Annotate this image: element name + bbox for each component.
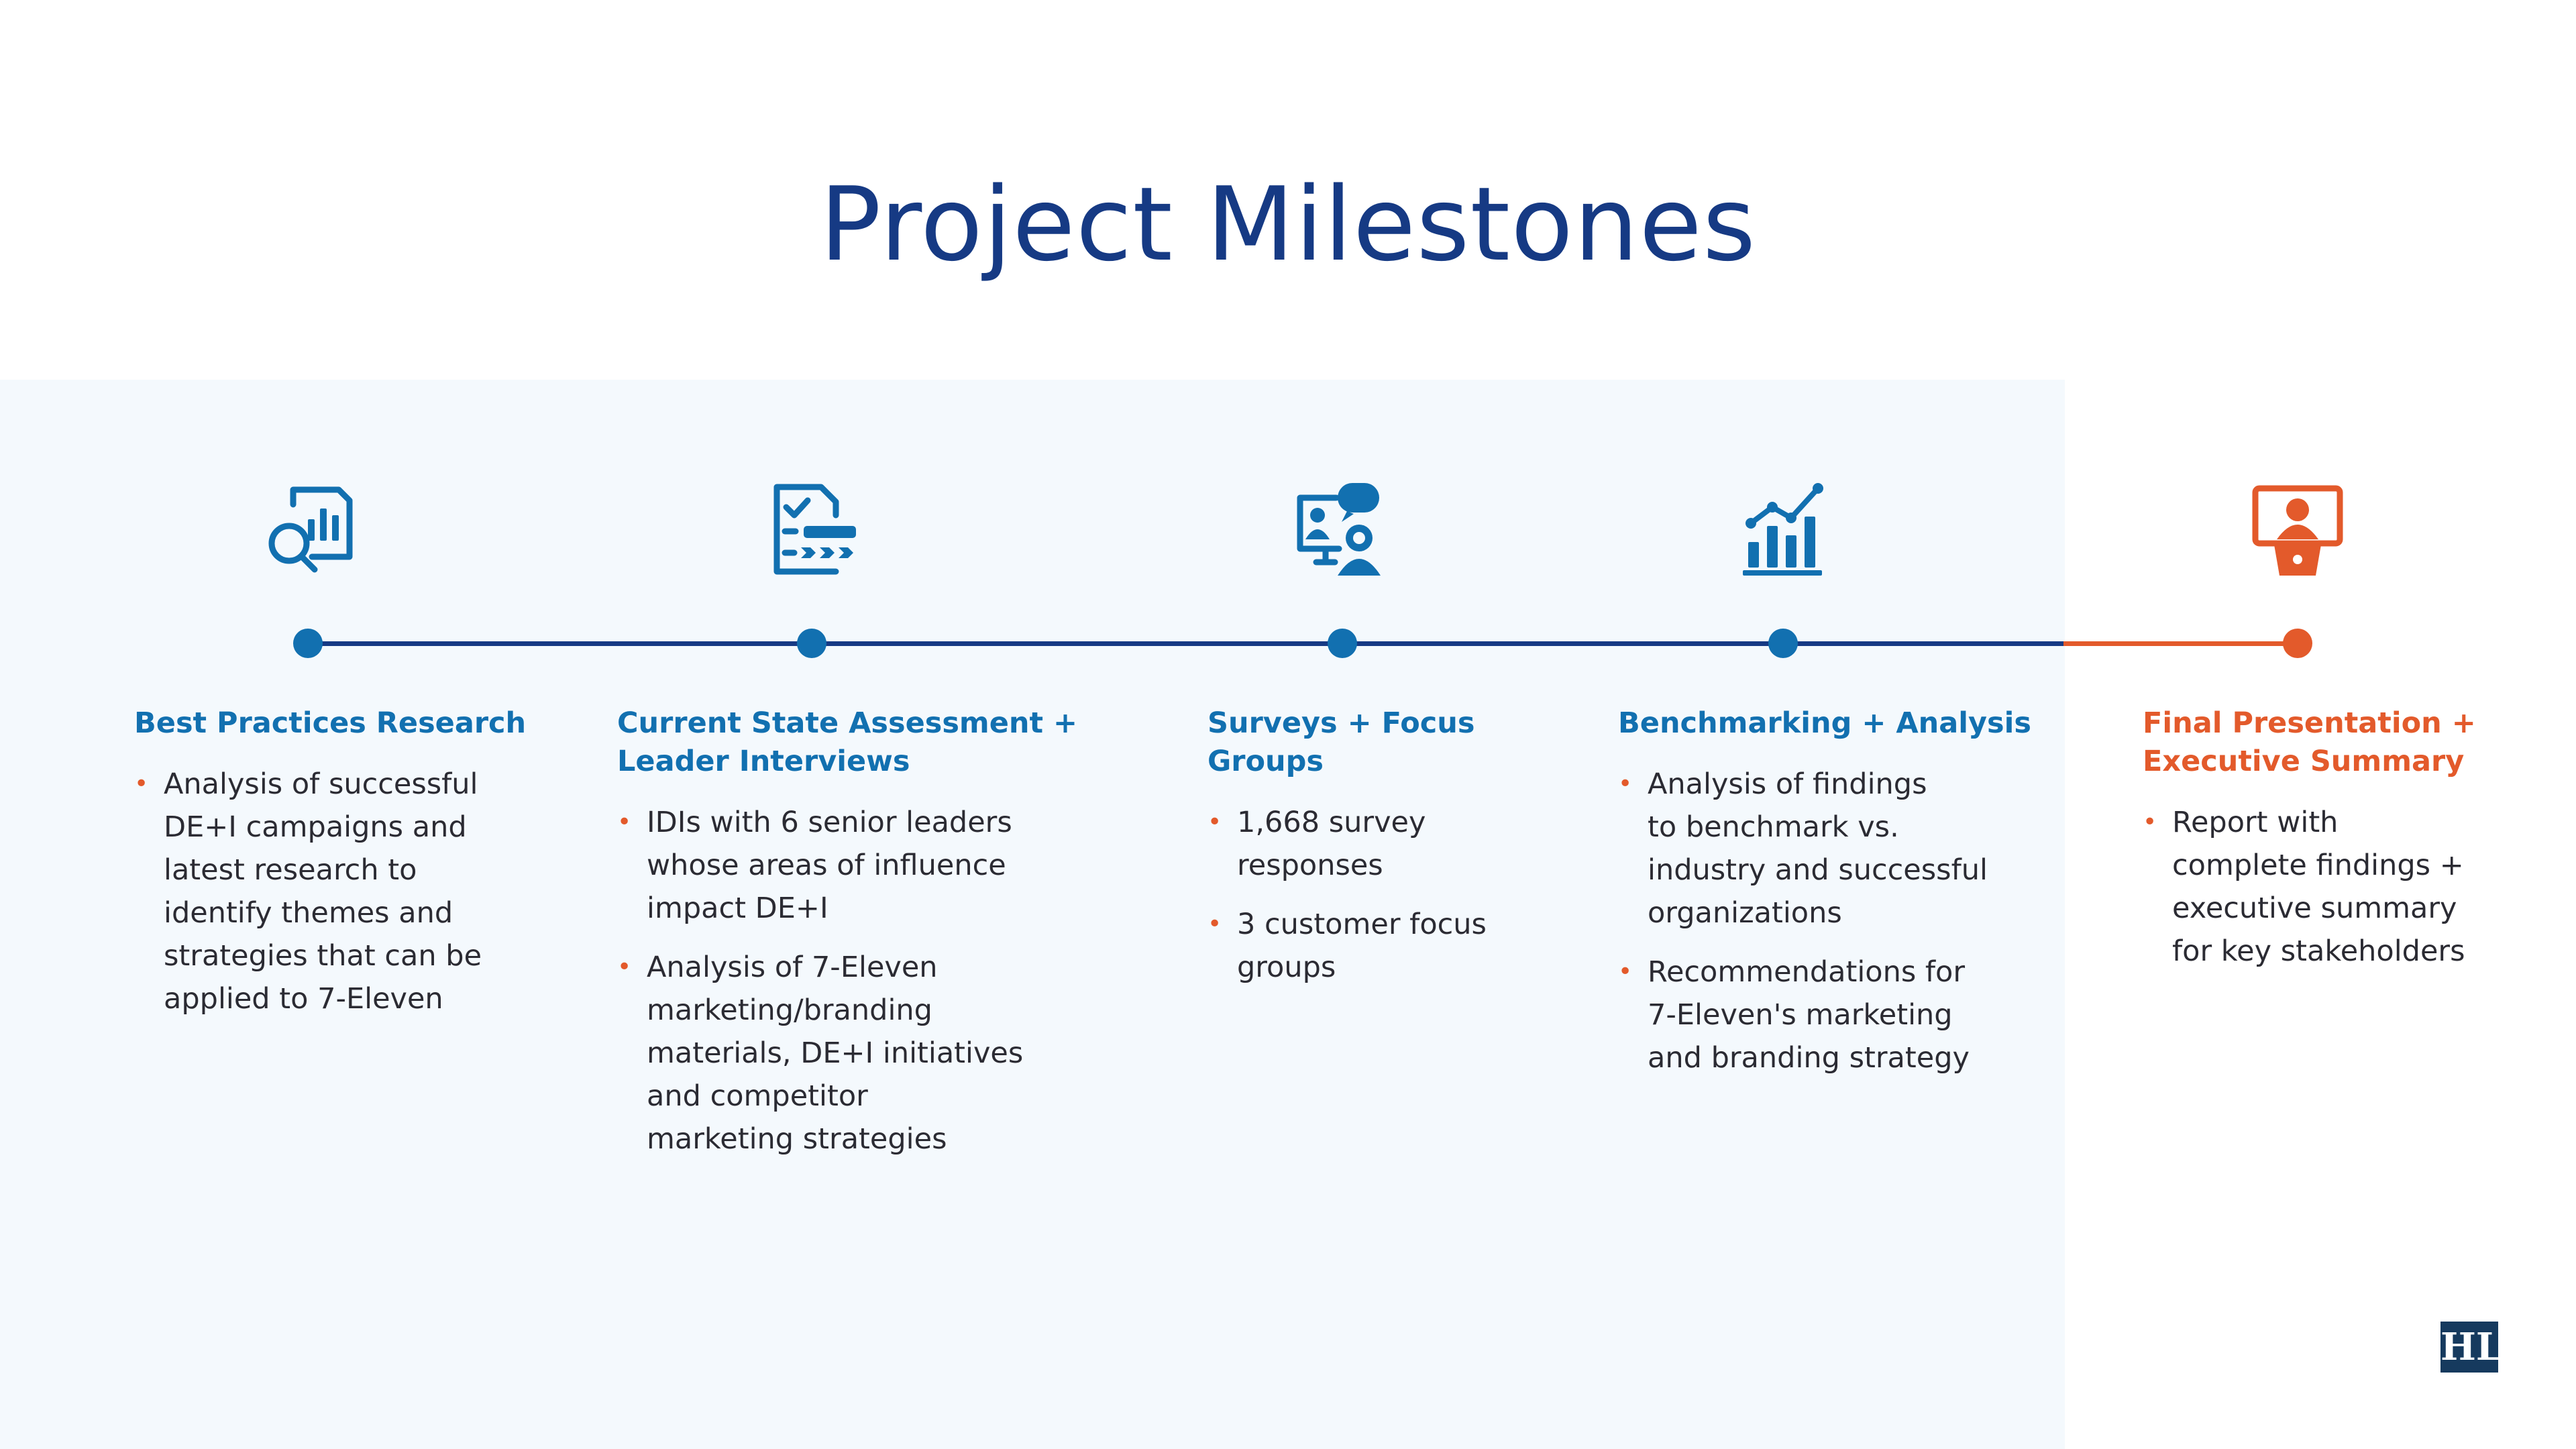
page-title: Project Milestones [819, 165, 1757, 284]
growth-chart-icon [1732, 478, 1833, 578]
milestone-title: Best Practices Research [134, 706, 527, 740]
bullet-list [1618, 763, 2088, 1079]
list-item [1618, 951, 2088, 1079]
bullet-dot: • [1208, 808, 1222, 836]
milestone-1 [134, 704, 617, 1036]
bullet-dot: • [1618, 958, 1633, 985]
list-item [1208, 903, 1623, 989]
bullet-list [2143, 801, 2559, 973]
bullet-dot: • [617, 808, 632, 836]
milestone-title: Benchmarking + Analysis [1618, 706, 2031, 740]
timeline-dot-5 [2283, 629, 2312, 658]
bullet-list [1208, 801, 1623, 989]
milestone-title: Surveys + Focus Groups [1208, 706, 1475, 778]
list-item [134, 763, 617, 1020]
bullet-text: Analysis of successful DE+I campaigns and latest research to identify themes and strategies that can be applied to 7-Eleven [164, 767, 482, 1016]
bullet-dot: • [617, 953, 632, 981]
list-item [617, 801, 1194, 930]
bullet-text: Report with complete findings + executive summary for key stakeholders [2172, 806, 2465, 968]
bullet-list [617, 801, 1194, 1161]
bullet-dot: • [1618, 770, 1633, 798]
milestone-title: Current State Assessment + Leader Interviews [617, 706, 1078, 778]
bullet-text: IDIs with 6 senior leaders whose areas of influence impact DE+I [647, 806, 1012, 925]
presenter-icon [2246, 478, 2347, 578]
milestone-2 [617, 704, 1194, 1177]
timeline-dot-3 [1328, 629, 1357, 658]
checklist-process-icon [763, 478, 864, 578]
milestone-3 [1208, 704, 1623, 1005]
bullet-dot: • [134, 770, 149, 798]
timeline-dot-2 [797, 629, 826, 658]
company-logo: HL [2440, 1322, 2498, 1373]
list-item [2143, 801, 2559, 973]
timeline-line-final [2063, 641, 2297, 646]
report-search-icon [258, 478, 359, 578]
bullet-text: Recommendations for 7-Eleven's marketing and branding strategy [1648, 955, 1970, 1075]
list-item [1208, 801, 1623, 887]
bullet-text: Analysis of 7-Eleven marketing/branding materials, DE+I initiatives and competitor marketing strategies [647, 951, 1024, 1156]
milestone-title: Final Presentation + Executive Summary [2143, 706, 2476, 778]
bullet-text: 1,668 survey responses [1237, 806, 1426, 882]
list-item [1618, 763, 2088, 934]
bullet-dot: • [1208, 910, 1222, 938]
timeline-line [309, 641, 2066, 646]
milestone-5 [2143, 704, 2559, 989]
milestone-4 [1618, 704, 2088, 1095]
bullet-list [134, 763, 617, 1020]
bullet-dot: • [2143, 808, 2157, 836]
bullet-text: 3 customer focus groups [1237, 908, 1487, 984]
timeline-dot-1 [293, 629, 323, 658]
bullet-text: Analysis of findings to benchmark vs. industry and successful organizations [1648, 767, 1988, 930]
timeline-dot-4 [1768, 629, 1798, 658]
survey-chat-icon [1289, 478, 1390, 578]
list-item [617, 946, 1194, 1161]
